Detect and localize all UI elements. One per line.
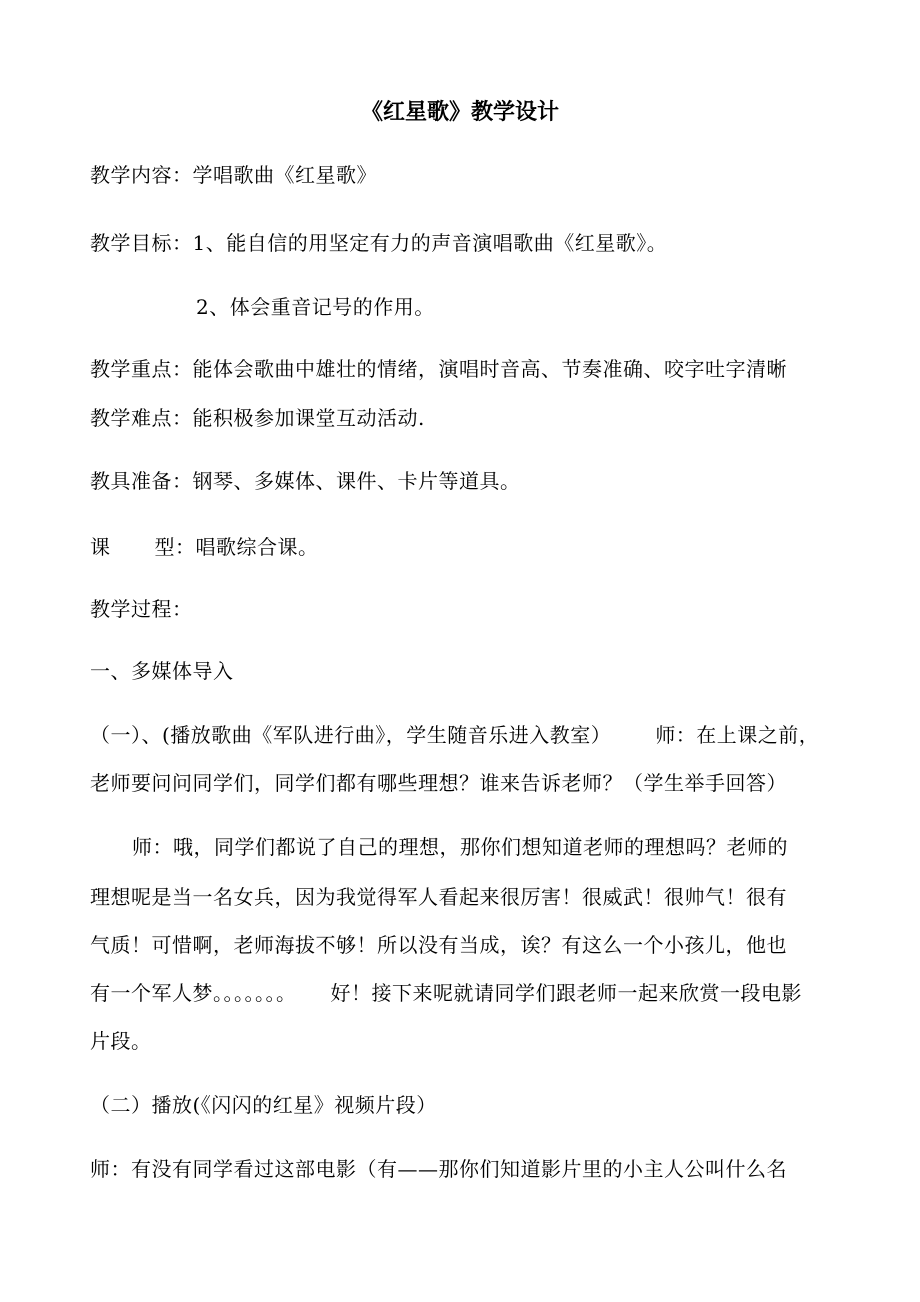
teaching-content-label: 教学内容：: [90, 163, 193, 187]
paragraph-1-line-2: 老师要问问同学们，同学们都有哪些理想？谁来告诉老师？（学生举手回答）: [90, 771, 787, 795]
teaching-process-label: 教学过程：: [90, 597, 193, 621]
paragraph-3-line-1: 师：有没有同学看过这部电影（有——那你们知道影片里的小主人公叫什么名: [90, 1157, 787, 1181]
paragraph-2-line-4: [90, 980, 802, 1006]
teaching-tools-value: 钢琴、多媒体、课件、卡片等道具。: [192, 469, 521, 493]
lesson-type-label-1: 课: [90, 535, 111, 559]
document-title: 《红星歌》教学设计: [360, 100, 559, 125]
lesson-type-line: [90, 534, 319, 560]
teaching-goal-line: [90, 230, 667, 256]
teaching-goal-1: 1、能自信的用坚定有力的声音演唱歌曲《红星歌》。: [192, 231, 668, 255]
paragraph-2-line-5: 片段。: [90, 1029, 152, 1053]
teaching-key-line: [90, 356, 787, 382]
subsection-2-title: （二）播放(《闪闪的红星》视频片段）: [90, 1093, 437, 1117]
teaching-key-label: 教学重点：: [90, 357, 193, 381]
teaching-content-value: 学唱歌曲《红星歌》: [192, 163, 377, 187]
teaching-tools-line: [90, 468, 521, 494]
paragraph-2-line-4b: 好！接下来呢就请同学们跟老师一起来欣赏一段电影: [330, 981, 802, 1005]
subsection-1-teacher: 师：在上课之前，: [655, 723, 820, 747]
paragraph-2-line-4a: 有一个军人梦。。。。。。。: [90, 981, 297, 1005]
subsection-1-line: [90, 722, 819, 748]
section-1-heading: 一、多媒体导入: [90, 659, 234, 683]
lesson-type-label-2: 型：: [154, 535, 196, 559]
teaching-goal-label: 教学目标：: [90, 231, 193, 255]
teaching-difficulty-line: [90, 405, 425, 431]
teaching-tools-label: 教具准备：: [90, 469, 193, 493]
teaching-content-line: [90, 162, 377, 188]
teaching-key-value: 能体会歌曲中雄壮的情绪，演唱时音高、节奏准确、咬字吐字清晰: [192, 357, 787, 381]
subsection-1-title: （一）、(播放歌曲《军队进行曲》，学生随音乐进入教室）: [90, 723, 612, 747]
teaching-difficulty-label: 教学难点：: [90, 406, 193, 430]
paragraph-2-line-1: 师：哦，同学们都说了自己的理想，那你们想知道老师的理想吗？老师的: [132, 835, 788, 859]
paragraph-2-line-2: 理想呢是当一名女兵，因为我觉得军人看起来很厉害！很威武！很帅气！很有: [90, 885, 787, 909]
teaching-difficulty-value: 能积极参加课堂互动活动.: [192, 406, 425, 430]
teaching-goal-2: 2、体会重音记号的作用。: [196, 295, 435, 319]
lesson-type-value: 唱歌综合课。: [195, 535, 319, 559]
paragraph-2-line-3: 气质！可惜啊，老师海拔不够！所以没有当成，诶？有这么一个小孩儿，他也: [90, 933, 787, 957]
